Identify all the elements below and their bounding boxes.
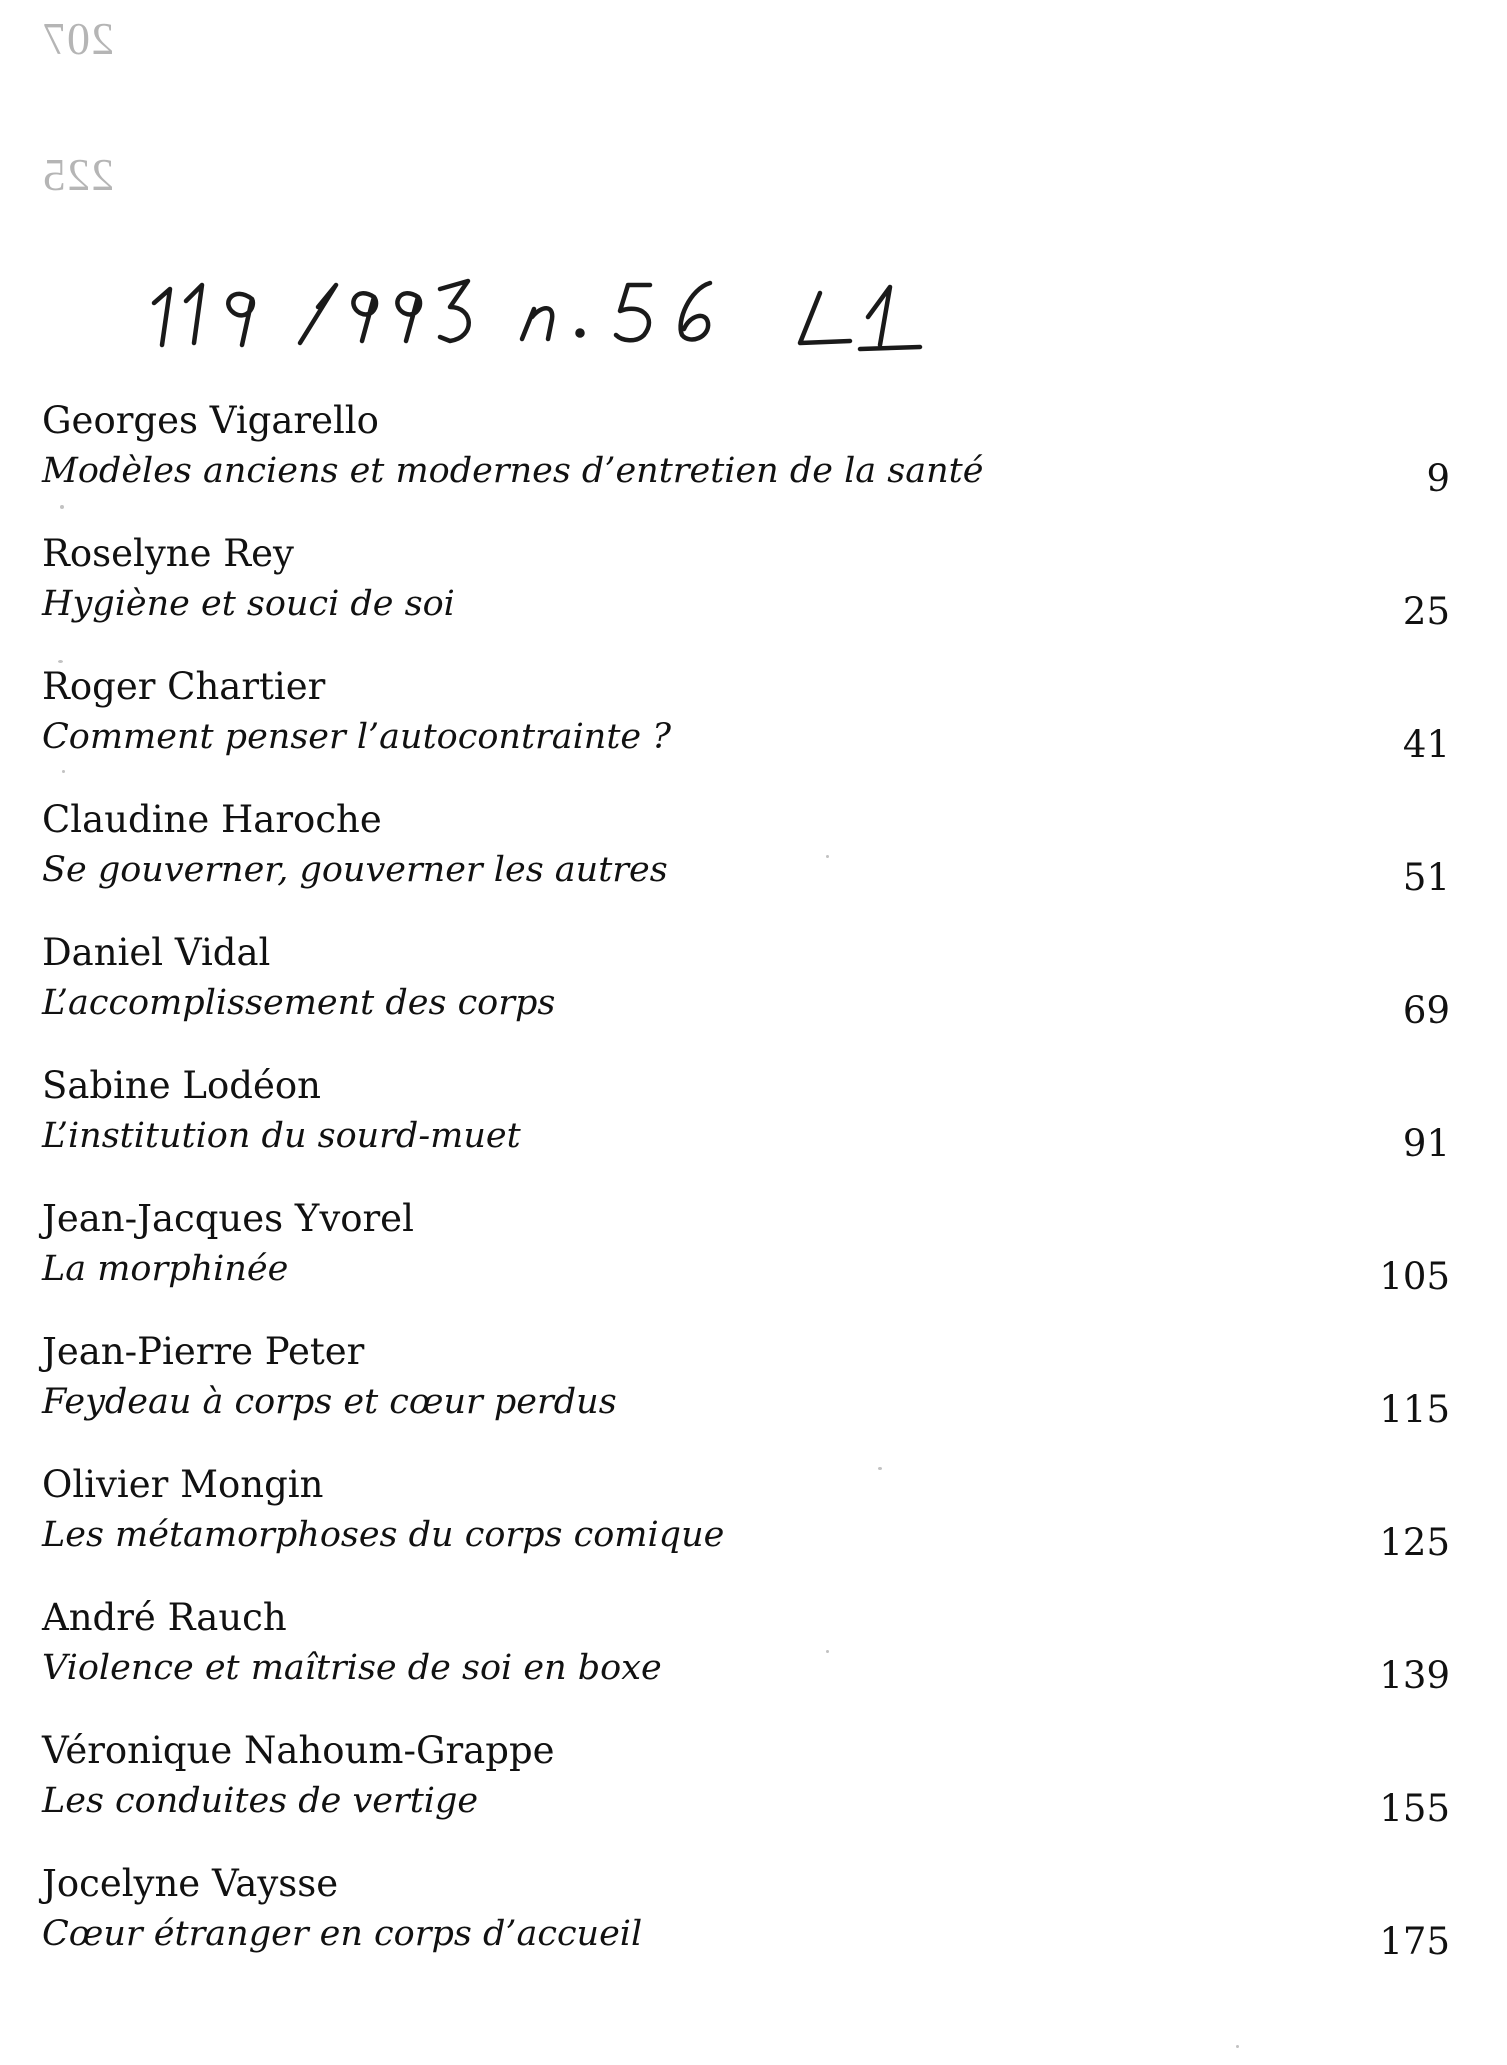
entry-author: Olivier Mongin	[42, 1463, 324, 1506]
entry-author: Véronique Nahoum-Grappe	[42, 1729, 555, 1772]
entry-author: Jocelyne Vaysse	[42, 1862, 339, 1905]
entry-page-number: 155	[1379, 1787, 1450, 1830]
entry-page-number: 91	[1402, 1122, 1450, 1165]
toc-entry	[42, 664, 1462, 797]
show-through-number-second: 225	[42, 149, 114, 200]
entry-title: Comment penser l’autocontrainte ?	[42, 717, 672, 757]
toc-entry	[42, 1063, 1462, 1196]
entry-title: Les conduites de vertige	[42, 1781, 479, 1821]
scan-speck	[62, 770, 65, 773]
scan-speck	[826, 1650, 829, 1653]
table-of-contents	[42, 398, 1462, 1994]
handwritten-shelf-mark	[150, 245, 1130, 355]
entry-page-number: 125	[1379, 1521, 1450, 1564]
scan-speck	[878, 1467, 882, 1470]
toc-entry	[42, 1728, 1462, 1861]
entry-title: Se gouverner, gouverner les autres	[42, 850, 668, 890]
entry-title: L’accomplissement des corps	[42, 983, 556, 1023]
entry-author: André Rauch	[42, 1596, 287, 1639]
scan-speck	[1236, 2045, 1239, 2048]
entry-title: L’institution du sourd-muet	[42, 1116, 521, 1156]
entry-author: Georges Vigarello	[42, 399, 379, 442]
entry-page-number: 51	[1402, 856, 1450, 899]
entry-title: Cœur étranger en corps d’accueil	[42, 1914, 643, 1954]
toc-entry	[42, 1462, 1462, 1595]
entry-author: Roger Chartier	[42, 665, 326, 708]
entry-title: Les métamorphoses du corps comique	[42, 1515, 725, 1555]
entry-title: Violence et maîtrise de soi en boxe	[42, 1648, 662, 1688]
entry-title: La morphinée	[42, 1249, 289, 1289]
entry-author: Daniel Vidal	[42, 931, 271, 974]
toc-entry	[42, 1196, 1462, 1329]
entry-page-number: 105	[1379, 1255, 1450, 1298]
entry-author: Claudine Haroche	[42, 798, 382, 841]
toc-entry	[42, 930, 1462, 1063]
toc-entry	[42, 1595, 1462, 1728]
entry-page-number: 115	[1379, 1388, 1450, 1431]
toc-entry	[42, 1329, 1462, 1462]
toc-entry	[42, 531, 1462, 664]
toc-entry	[42, 1861, 1462, 1994]
show-through-number-top: 207	[42, 13, 114, 64]
entry-title: Feydeau à corps et cœur perdus	[42, 1382, 617, 1422]
scan-speck	[60, 505, 64, 509]
entry-title: Hygiène et souci de soi	[42, 584, 455, 624]
entry-author: Roselyne Rey	[42, 532, 294, 575]
entry-page-number: 25	[1402, 590, 1450, 633]
toc-entry	[42, 398, 1462, 531]
entry-page-number: 139	[1379, 1654, 1450, 1697]
toc-entry	[42, 797, 1462, 930]
scan-speck	[826, 855, 829, 858]
entry-page-number: 41	[1402, 723, 1450, 766]
scan-speck	[58, 660, 63, 663]
entry-title: Modèles anciens et modernes d’entretien de la santé	[42, 451, 984, 491]
entry-page-number: 9	[1426, 457, 1450, 500]
entry-author: Sabine Lodéon	[42, 1064, 321, 1107]
entry-author: Jean-Jacques Yvorel	[42, 1197, 414, 1240]
entry-author: Jean-Pierre Peter	[42, 1330, 365, 1373]
entry-page-number: 175	[1379, 1920, 1450, 1963]
entry-page-number: 69	[1402, 989, 1450, 1032]
